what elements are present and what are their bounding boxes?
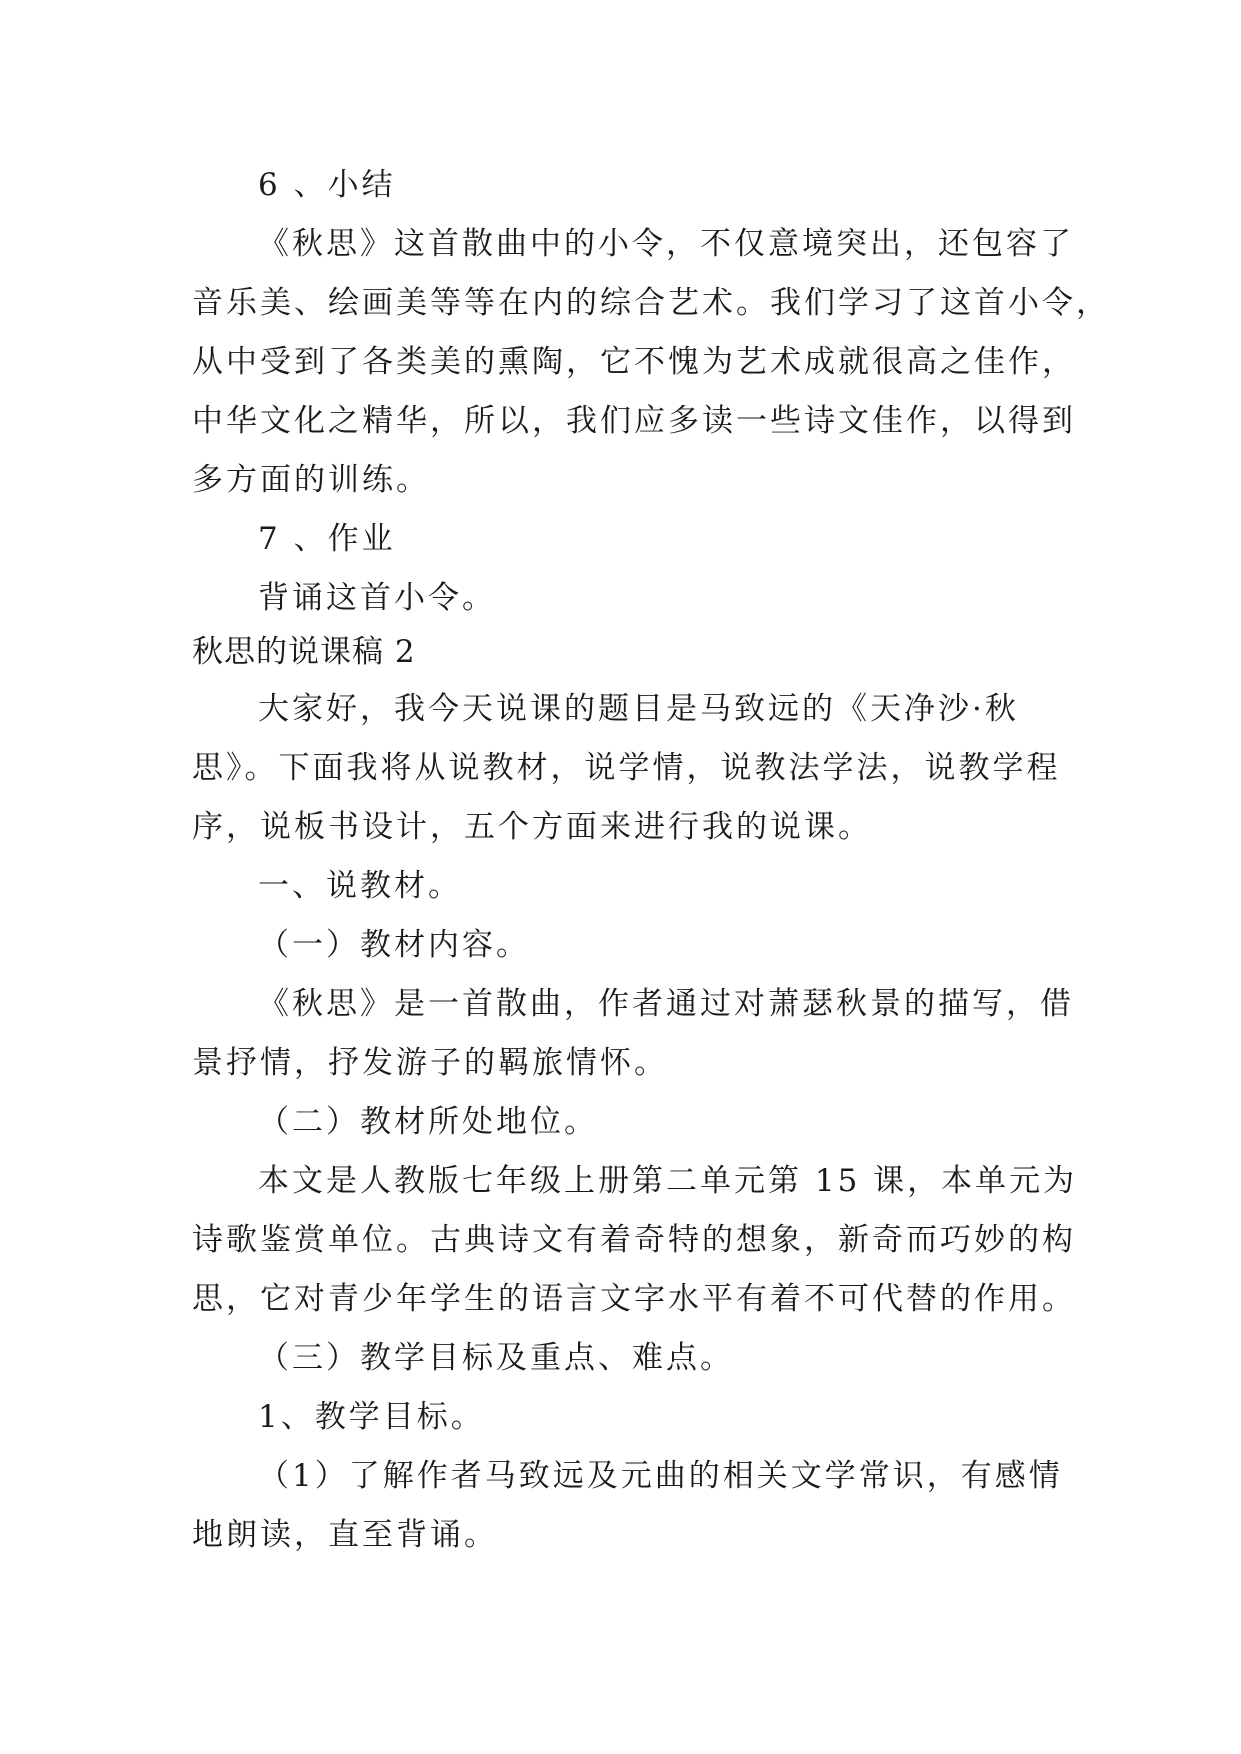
- paragraph-line: 多方面的训练。: [192, 462, 430, 498]
- paragraph-line: 序，说板书设计，五个方面来进行我的说课。: [192, 809, 872, 845]
- subsection-heading: （二）教材所处地位。: [258, 1104, 598, 1140]
- paragraph-line: 音乐美、绘画美等等在内的综合艺术。我们学习了这首小令，: [192, 285, 1110, 321]
- section-heading-homework: 7 、作业: [258, 521, 396, 557]
- document-title: 秋思的说课稿 2: [192, 634, 416, 670]
- paragraph-line: 大家好，我今天说课的题目是马致远的《天净沙·秋: [258, 691, 1019, 727]
- list-heading: 1、教学目标。: [258, 1399, 485, 1435]
- subsection-heading: （一）教材内容。: [258, 927, 530, 963]
- paragraph-line: 中华文化之精华，所以，我们应多读一些诗文佳作，以得到: [192, 403, 1076, 439]
- paragraph-line: 本文是人教版七年级上册第二单元第 15 课，本单元为: [258, 1163, 1078, 1199]
- paragraph-line: 地朗读，直至背诵。: [192, 1517, 498, 1553]
- subsection-heading: （三）教学目标及重点、难点。: [258, 1340, 734, 1376]
- section-heading: 一、说教材。: [258, 868, 462, 904]
- paragraph-line: 从中受到了各类美的熏陶，它不愧为艺术成就很高之佳作，: [192, 344, 1076, 380]
- paragraph-line: 景抒情，抒发游子的羁旅情怀。: [192, 1045, 668, 1081]
- paragraph-line: 《秋思》这首散曲中的小令，不仅意境突出，还包容了: [258, 226, 1074, 262]
- paragraph-line: 思》。下面我将从说教材，说学情，说教法学法，说教学程: [192, 750, 1061, 786]
- paragraph-line: 诗歌鉴赏单位。古典诗文有着奇特的想象，新奇而巧妙的构: [192, 1222, 1076, 1258]
- paragraph-line: （1）了解作者马致远及元曲的相关文学常识，有感情: [258, 1458, 1063, 1494]
- section-heading-summary: 6 、小结: [258, 167, 396, 203]
- paragraph-line: 背诵这首小令。: [258, 580, 496, 616]
- paragraph-line: 思，它对青少年学生的语言文字水平有着不可代替的作用。: [192, 1281, 1076, 1317]
- paragraph-line: 《秋思》是一首散曲，作者通过对萧瑟秋景的描写，借: [258, 986, 1074, 1022]
